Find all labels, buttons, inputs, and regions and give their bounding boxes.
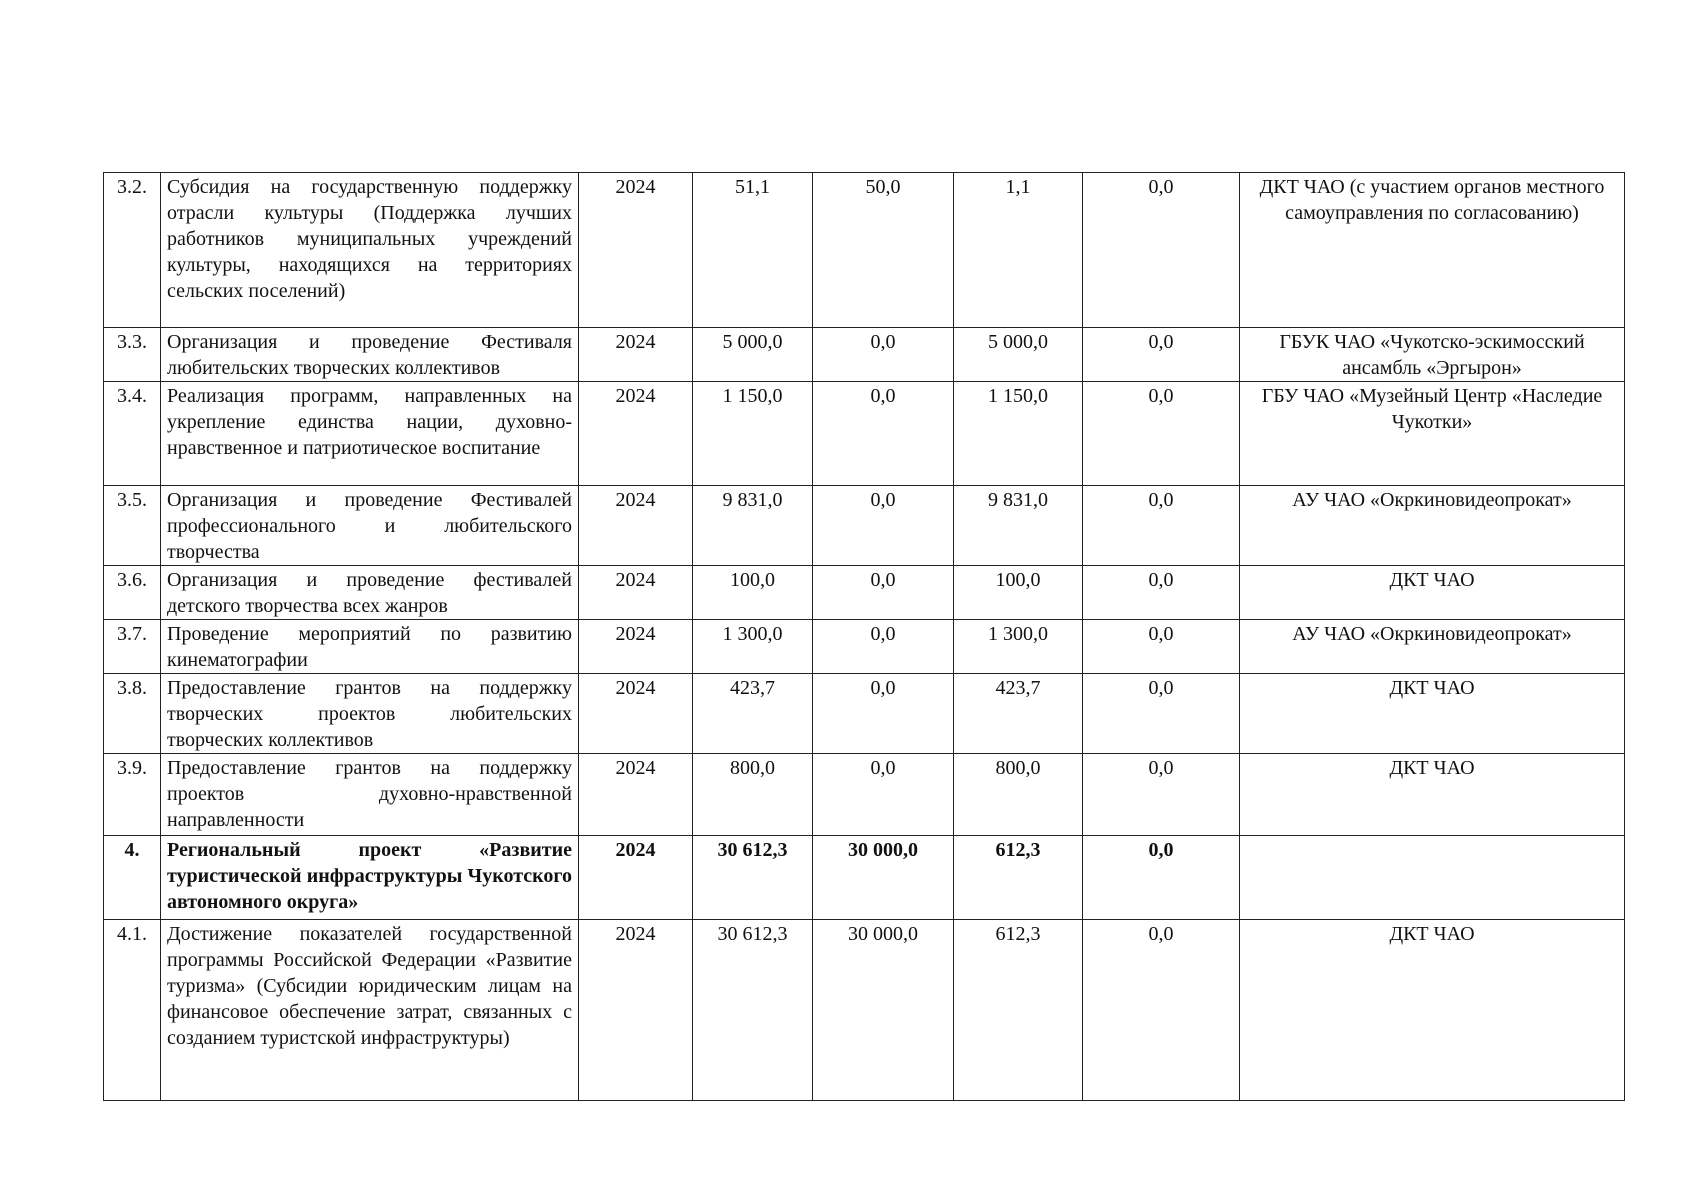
table-row	[104, 173, 1625, 328]
total-amount: 100,0	[693, 566, 813, 620]
other-amount: 0,0	[1083, 920, 1240, 1101]
total-amount: 9 831,0	[693, 486, 813, 566]
activity-name: Организация и проведение Фестивалей профессионального и любительского творчества	[161, 486, 579, 566]
row-number: 3.6.	[104, 566, 161, 620]
regional-amount: 423,7	[954, 674, 1083, 754]
regional-amount: 100,0	[954, 566, 1083, 620]
year-cell: 2024	[579, 486, 693, 566]
activity-name: Достижение показателей государственной программы Российской Федерации «Развитие туризма» (Субсидии юридическим лицам на финансовое обеспечение затрат, связанных с созданием туристской инфраструктуры)	[161, 920, 579, 1101]
row-number: 3.3.	[104, 328, 161, 382]
row-number: 3.2.	[104, 173, 161, 328]
year-cell: 2024	[579, 328, 693, 382]
other-amount: 0,0	[1083, 836, 1240, 920]
year-cell: 2024	[579, 620, 693, 674]
table-body	[104, 173, 1625, 1101]
other-amount: 0,0	[1083, 486, 1240, 566]
other-amount: 0,0	[1083, 754, 1240, 836]
total-amount: 5 000,0	[693, 328, 813, 382]
other-amount: 0,0	[1083, 566, 1240, 620]
total-amount: 30 612,3	[693, 920, 813, 1101]
activity-name: Региональный проект «Развитие туристической инфраструктуры Чукотского автономного округа»	[161, 836, 579, 920]
year-cell: 2024	[579, 674, 693, 754]
program-table	[103, 172, 1625, 1101]
table-row	[104, 566, 1625, 620]
table-row	[104, 836, 1625, 920]
federal-amount: 0,0	[813, 754, 954, 836]
row-number: 4.	[104, 836, 161, 920]
federal-amount: 30 000,0	[813, 920, 954, 1101]
executor-cell: ДКТ ЧАО	[1240, 674, 1625, 754]
regional-amount: 612,3	[954, 920, 1083, 1101]
regional-amount: 5 000,0	[954, 328, 1083, 382]
activity-name: Предоставление грантов на поддержку проектов духовно-нравственной направленности	[161, 754, 579, 836]
executor-cell	[1240, 836, 1625, 920]
table-row	[104, 486, 1625, 566]
federal-amount: 0,0	[813, 382, 954, 486]
table-row	[104, 674, 1625, 754]
executor-cell: ДКТ ЧАО	[1240, 566, 1625, 620]
table-row	[104, 920, 1625, 1101]
regional-amount: 1 150,0	[954, 382, 1083, 486]
activity-name: Предоставление грантов на поддержку творческих проектов любительских творческих коллективов	[161, 674, 579, 754]
total-amount: 800,0	[693, 754, 813, 836]
year-cell: 2024	[579, 173, 693, 328]
year-cell: 2024	[579, 920, 693, 1101]
executor-cell: ГБУ ЧАО «Музейный Центр «Наследие Чукотки»	[1240, 382, 1625, 486]
row-number: 4.1.	[104, 920, 161, 1101]
federal-amount: 0,0	[813, 486, 954, 566]
federal-amount: 0,0	[813, 566, 954, 620]
activity-name: Организация и проведение Фестиваля любительских творческих коллективов	[161, 328, 579, 382]
executor-cell: АУ ЧАО «Окркиновидеопрокат»	[1240, 486, 1625, 566]
total-amount: 30 612,3	[693, 836, 813, 920]
row-number: 3.7.	[104, 620, 161, 674]
other-amount: 0,0	[1083, 620, 1240, 674]
total-amount: 1 150,0	[693, 382, 813, 486]
year-cell: 2024	[579, 754, 693, 836]
regional-amount: 9 831,0	[954, 486, 1083, 566]
other-amount: 0,0	[1083, 328, 1240, 382]
table-row	[104, 754, 1625, 836]
row-number: 3.4.	[104, 382, 161, 486]
executor-cell: АУ ЧАО «Окркиновидеопрокат»	[1240, 620, 1625, 674]
year-cell: 2024	[579, 836, 693, 920]
regional-amount: 800,0	[954, 754, 1083, 836]
row-number: 3.8.	[104, 674, 161, 754]
regional-amount: 1 300,0	[954, 620, 1083, 674]
federal-amount: 0,0	[813, 328, 954, 382]
activity-name: Организация и проведение фестивалей детского творчества всех жанров	[161, 566, 579, 620]
federal-amount: 30 000,0	[813, 836, 954, 920]
other-amount: 0,0	[1083, 382, 1240, 486]
table-row	[104, 382, 1625, 486]
executor-cell: ДКТ ЧАО	[1240, 754, 1625, 836]
activity-name: Проведение мероприятий по развитию кинематографии	[161, 620, 579, 674]
total-amount: 423,7	[693, 674, 813, 754]
federal-amount: 0,0	[813, 674, 954, 754]
table-row	[104, 328, 1625, 382]
year-cell: 2024	[579, 382, 693, 486]
activity-name: Реализация программ, направленных на укрепление единства нации, духовно-нравственное и патриотическое воспитание	[161, 382, 579, 486]
total-amount: 51,1	[693, 173, 813, 328]
row-number: 3.9.	[104, 754, 161, 836]
year-cell: 2024	[579, 566, 693, 620]
executor-cell: ДКТ ЧАО (с участием органов местного самоуправления по согласованию)	[1240, 173, 1625, 328]
regional-amount: 612,3	[954, 836, 1083, 920]
row-number: 3.5.	[104, 486, 161, 566]
table-row	[104, 620, 1625, 674]
activity-name: Субсидия на государственную поддержку отрасли культуры (Поддержка лучших работников муниципальных учреждений культуры, находящихся на территориях сельских поселений)	[161, 173, 579, 328]
other-amount: 0,0	[1083, 173, 1240, 328]
other-amount: 0,0	[1083, 674, 1240, 754]
executor-cell: ДКТ ЧАО	[1240, 920, 1625, 1101]
total-amount: 1 300,0	[693, 620, 813, 674]
executor-cell: ГБУК ЧАО «Чукотско-эскимосский ансамбль «Эргырон»	[1240, 328, 1625, 382]
regional-amount: 1,1	[954, 173, 1083, 328]
federal-amount: 0,0	[813, 620, 954, 674]
federal-amount: 50,0	[813, 173, 954, 328]
